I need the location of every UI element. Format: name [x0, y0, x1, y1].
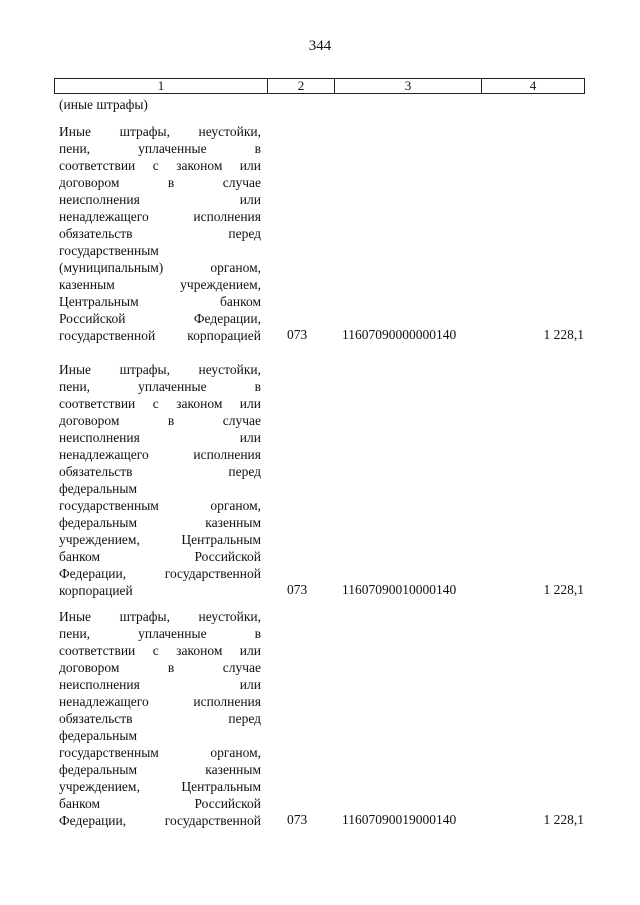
description-line: ненадлежащего исполнения — [59, 209, 261, 224]
description-line: корпорацией — [59, 583, 133, 598]
description-line: Иные штрафы, неустойки, — [59, 124, 261, 139]
description-line: казенным учреждением, — [59, 277, 261, 292]
description-line: государственной корпорацией — [59, 328, 261, 343]
page-number: 344 — [308, 38, 332, 54]
description-line: государственным органом, — [59, 745, 261, 760]
header-col-4: 4 — [529, 78, 537, 93]
description-line: договором в случае — [59, 175, 261, 190]
budget-classification-code: 11607090010000140 — [342, 582, 457, 597]
description-line: обязательств перед — [59, 464, 261, 479]
budget-classification-code: 11607090000000140 — [342, 327, 457, 342]
description-line: федеральным — [59, 728, 138, 743]
description-line: неисполнения или — [59, 192, 261, 207]
description-line: пени, уплаченные в — [59, 626, 261, 641]
admin-code: 073 — [287, 327, 308, 342]
description-line: Федерации, государственной — [59, 566, 261, 581]
description-line: ненадлежащего исполнения — [59, 694, 261, 709]
description-line: Иные штрафы, неустойки, — [59, 609, 261, 624]
header-col-1: 1 — [55, 79, 268, 93]
description-line: обязательств перед — [59, 226, 261, 241]
description-line: банком Российской — [59, 549, 261, 564]
description-line: обязательств перед — [59, 711, 261, 726]
description-line: (муниципальным) органом, — [59, 260, 261, 275]
entry-description — [59, 361, 261, 599]
admin-code: 073 — [287, 582, 308, 597]
table-header-row — [54, 78, 585, 94]
description-line: федеральным казенным — [59, 762, 261, 777]
description-line: Федерации, государственной — [59, 813, 261, 828]
description-line: государственным — [59, 243, 159, 258]
entry-description — [59, 608, 261, 829]
amount: 1 228,1 — [543, 327, 584, 342]
description-line: федеральным — [59, 481, 138, 496]
description-line: учреждением, Центральным — [59, 779, 261, 794]
description-line: соответствии с законом или — [59, 158, 261, 173]
admin-code: 073 — [287, 812, 308, 827]
description-line: государственным органом, — [59, 498, 261, 513]
description-line: неисполнения или — [59, 430, 261, 445]
description-line: ненадлежащего исполнения — [59, 447, 261, 462]
description-line: Российской Федерации, — [59, 311, 261, 326]
entry-description — [59, 123, 261, 344]
description-line: банком Российской — [59, 796, 261, 811]
amount: 1 228,1 — [543, 812, 584, 827]
description-line: Центральным банком — [59, 294, 261, 309]
description-line: пени, уплаченные в — [59, 141, 261, 156]
continuation-label: (иные штрафы) — [59, 97, 148, 112]
header-col-3: 3 — [335, 79, 482, 93]
description-line: пени, уплаченные в — [59, 379, 261, 394]
description-line: договором в случае — [59, 660, 261, 675]
description-line: неисполнения или — [59, 677, 261, 692]
description-line: договором в случае — [59, 413, 261, 428]
budget-classification-code: 11607090019000140 — [342, 812, 457, 827]
description-line: Иные штрафы, неустойки, — [59, 362, 261, 377]
header-col-2: 2 — [268, 79, 335, 93]
description-line: соответствии с законом или — [59, 396, 261, 411]
description-line: соответствии с законом или — [59, 643, 261, 658]
description-line: федеральным казенным — [59, 515, 261, 530]
amount: 1 228,1 — [543, 582, 584, 597]
description-line: учреждением, Центральным — [59, 532, 261, 547]
